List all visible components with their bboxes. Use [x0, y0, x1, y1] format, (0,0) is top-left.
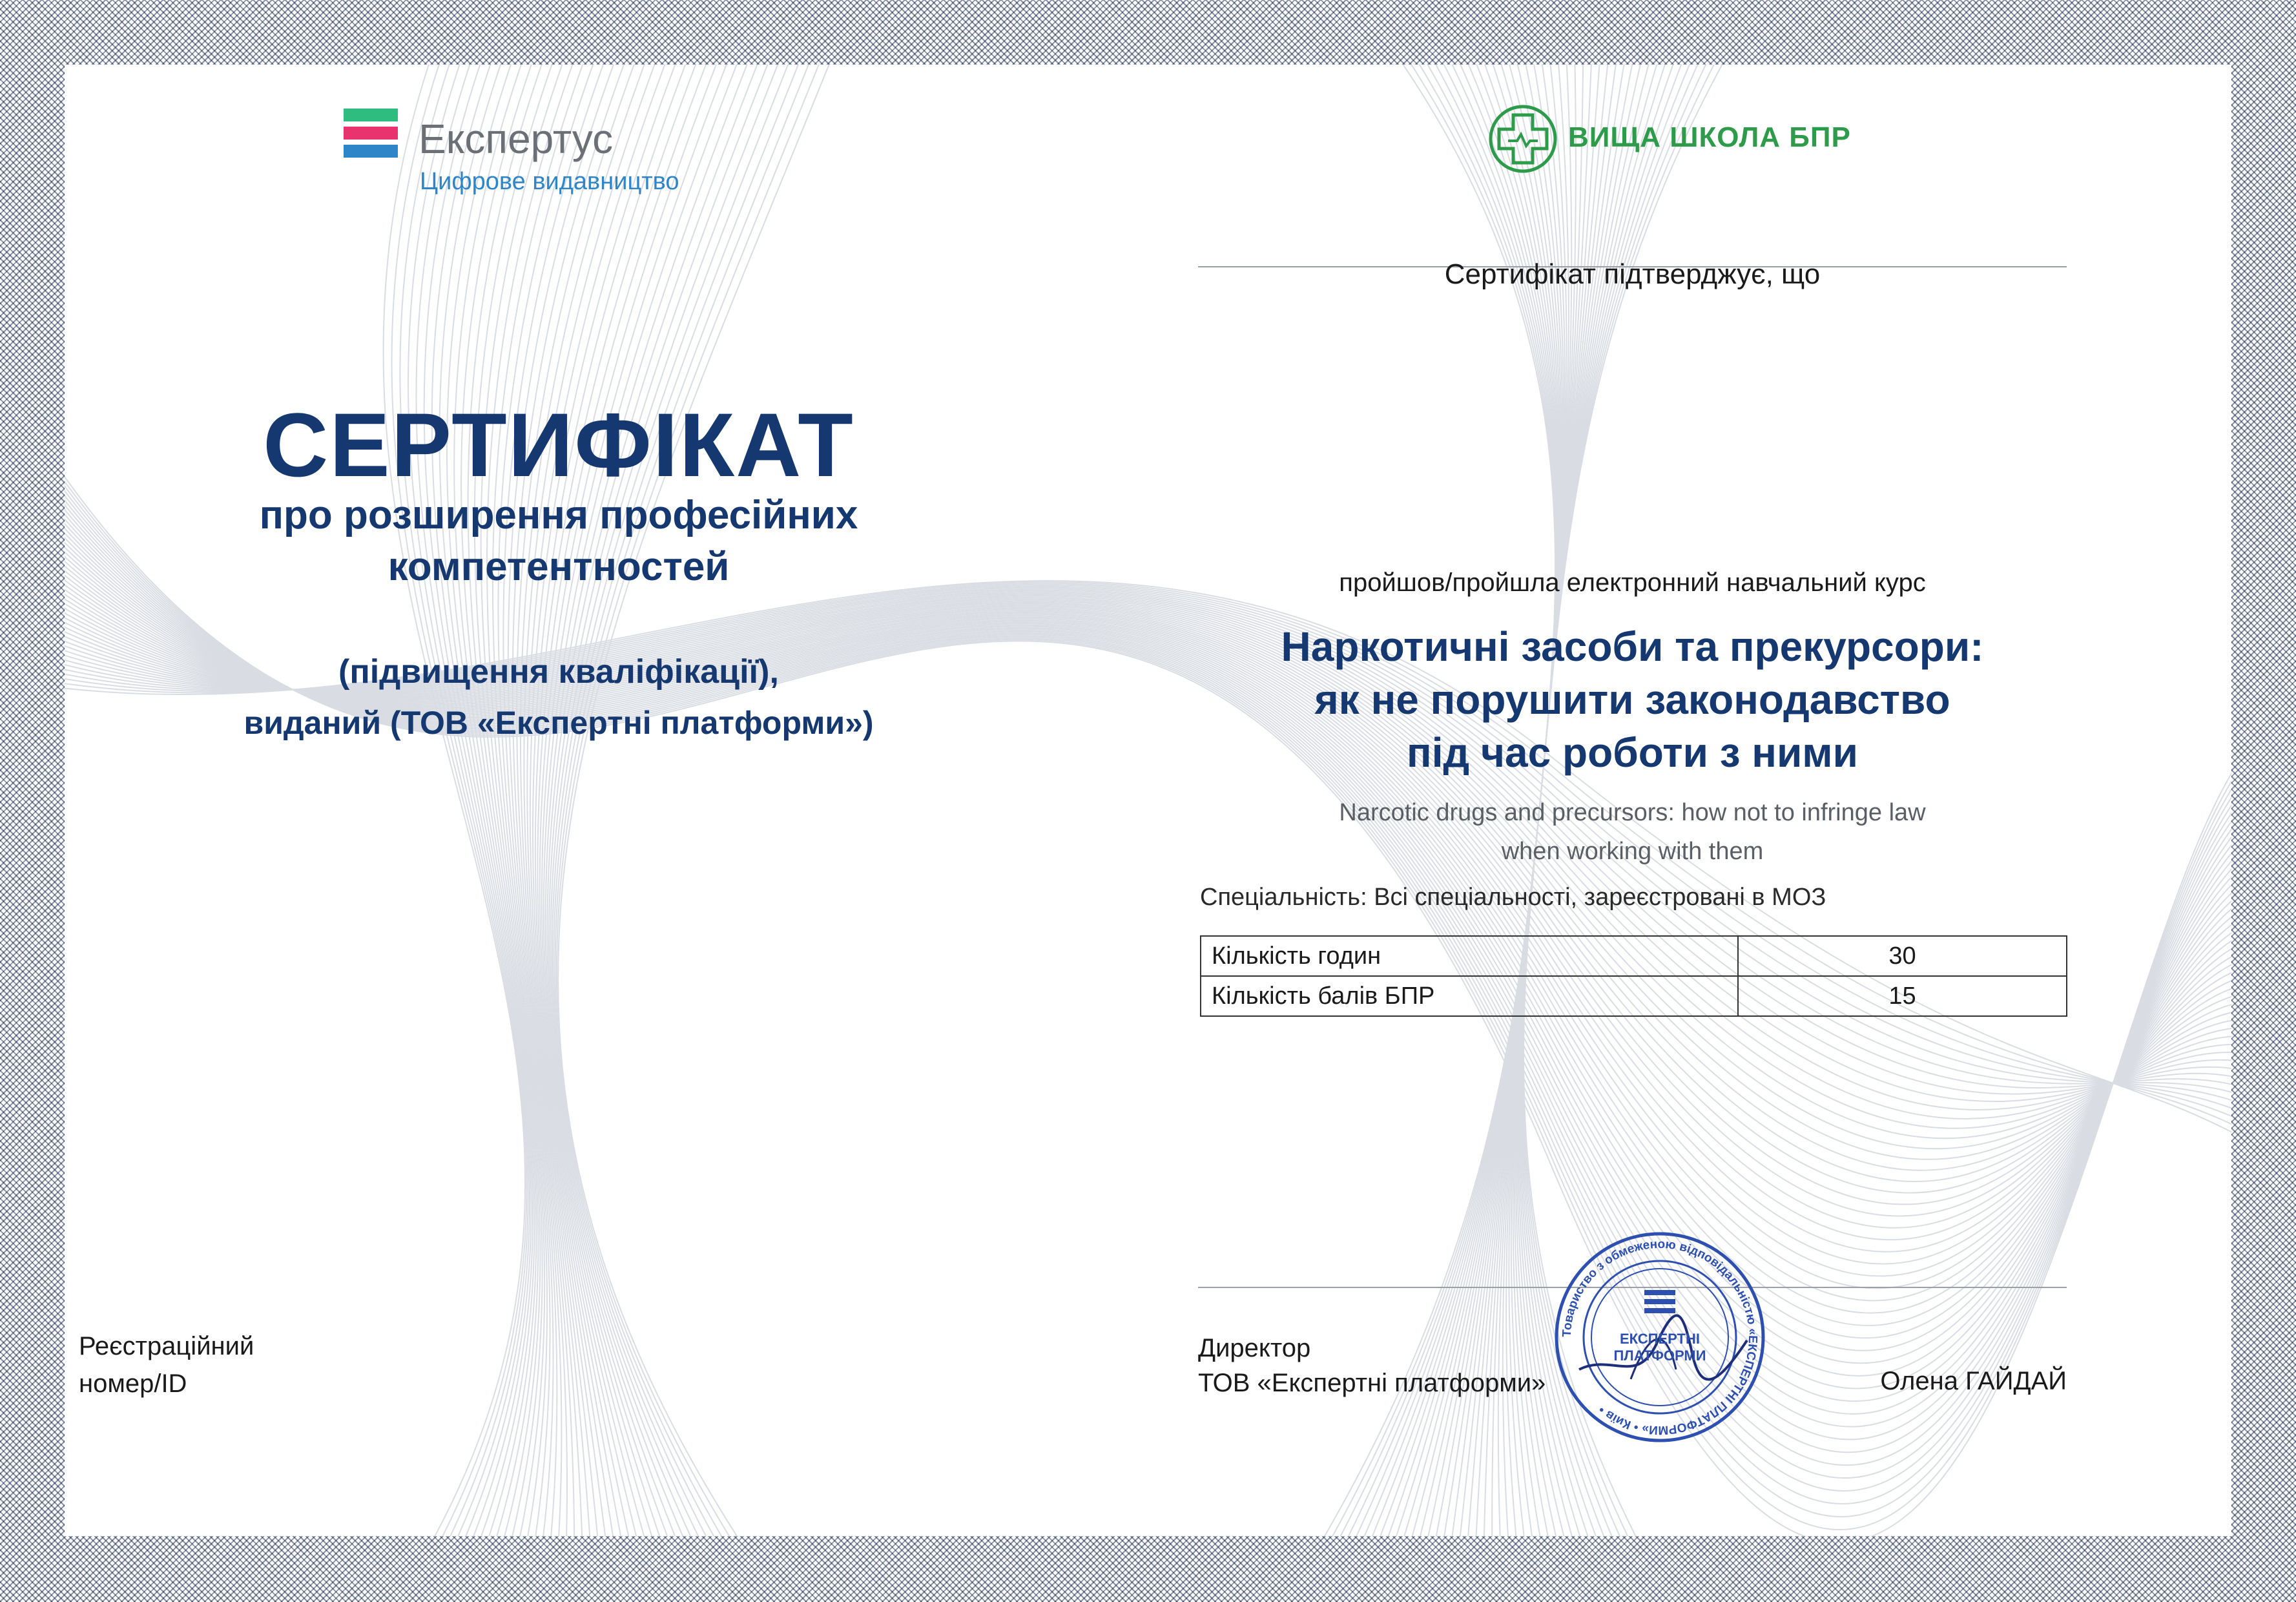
specialty: Спеціальність: Всі спеціальності, зареєстровані в МОЗ — [1200, 884, 1826, 911]
stamp-name-line: ЕКСПЕРТНІ — [1619, 1331, 1700, 1347]
director-title: Директор — [1198, 1334, 1311, 1362]
director-position — [1198, 1331, 1546, 1400]
course-title — [1198, 620, 2067, 779]
certificate-issuer: виданий (ТОВ «Експертні платформи») — [243, 705, 874, 741]
hours-label: Кількість годин — [1201, 936, 1738, 976]
registration-label-line: Реєстраційний — [79, 1332, 254, 1360]
certificate-qualification: (підвищення кваліфікації), — [338, 653, 779, 691]
expertus-stripe-blue — [344, 145, 398, 158]
expertus-stripe-pink — [344, 127, 398, 140]
svg-text:Товариство з обмеженою відпові: Товариство з обмеженою відповідальністю «ЕКСПЕРТНІ ПЛАТФОРМИ» • Київ • — [1560, 1237, 1760, 1437]
certificate-title: СЕРТИФІКАТ — [263, 394, 854, 495]
medical-cross-icon — [1487, 103, 1558, 174]
school-logo-name: ВИЩА ШКОЛА БПР — [1568, 121, 1851, 153]
confirmation-intro: Сертифікат підтверджує, що — [1444, 258, 1821, 290]
course-title-line: як не порушити законодавство — [1314, 676, 1950, 723]
certificate-subtitle — [97, 490, 1020, 593]
certificate-subtitle-line: компетентностей — [388, 545, 730, 589]
course-title-english-line: when working with them — [1501, 838, 1764, 865]
course-passed-label: пройшов/пройшла електронний навчальний курс — [1339, 568, 1926, 597]
expertus-logo-name: Експертус — [419, 116, 614, 162]
registration-number — [79, 1327, 254, 1402]
hours-table — [1200, 935, 2067, 1017]
table-row — [1201, 936, 2067, 976]
stamp-name-line: ПЛАТФОРМИ — [1613, 1347, 1706, 1364]
director-name: Олена ГАЙДАЙ — [1880, 1367, 2067, 1395]
stamp-company-name — [1598, 1331, 1721, 1364]
course-title-line: під час роботи з ними — [1407, 729, 1858, 776]
certificate-subtitle-line: про розширення професійних — [259, 493, 858, 537]
table-row — [1201, 976, 2067, 1016]
course-title-english-line: Narcotic drugs and precursors: how not to infringe law — [1339, 799, 1926, 826]
points-value: 15 — [1738, 976, 2067, 1016]
course-title-line: Наркотичні засоби та прекурсори: — [1281, 623, 1984, 670]
expertus-logo-mark — [344, 109, 398, 159]
director-company: ТОВ «Експертні платформи» — [1198, 1369, 1546, 1397]
expertus-logo-subtitle: Цифрове видавництво — [420, 168, 679, 195]
hours-value: 30 — [1738, 936, 2067, 976]
course-title-english — [1198, 793, 2067, 871]
expertus-stripe-green — [344, 109, 398, 121]
registration-label-line: номер/ID — [79, 1369, 187, 1398]
points-label: Кількість балів БПР — [1201, 976, 1738, 1016]
